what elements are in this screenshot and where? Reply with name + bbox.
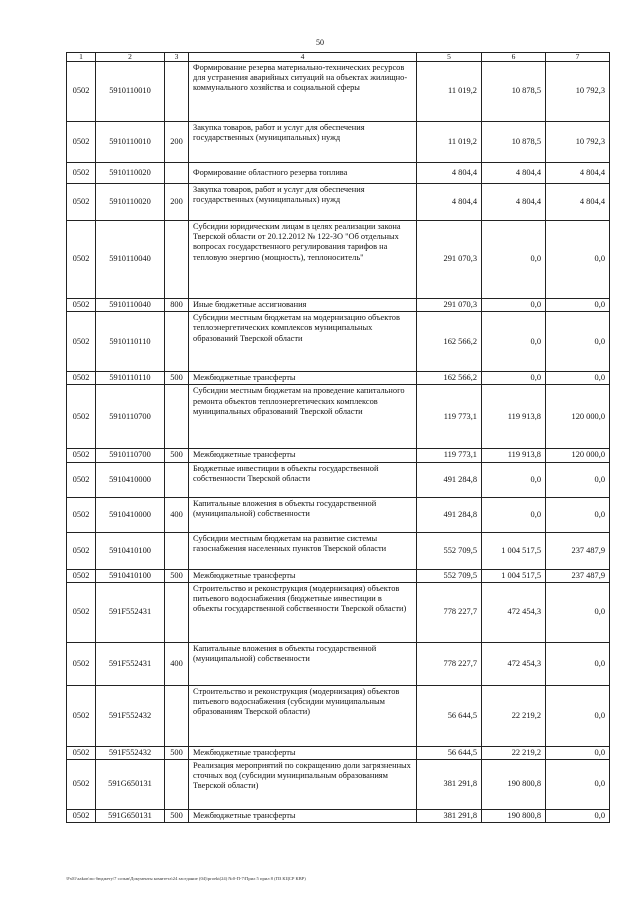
table-row: [67, 299, 610, 312]
target-code: 5910410100: [96, 532, 165, 569]
table-row: [67, 122, 610, 163]
amount-year-3: 0,0: [546, 312, 610, 372]
section-code: 0502: [67, 299, 96, 312]
amount-year-3: 0,0: [546, 746, 610, 759]
amount-year-1: 56 644,5: [417, 685, 482, 746]
amount-year-3: 0,0: [546, 685, 610, 746]
expense-type: 200: [165, 184, 189, 221]
amount-year-3: 0,0: [546, 462, 610, 497]
table-row: [67, 221, 610, 299]
row-name: Субсидии местным бюджетам на модернизацию объектов теплоэнергетических комплексов муниципальных образований Тверской области: [189, 312, 417, 372]
section-code: 0502: [67, 163, 96, 184]
amount-year-1: 552 709,5: [417, 532, 482, 569]
amount-year-1: 119 773,1: [417, 449, 482, 462]
row-name: Формирование резерва материально-технических ресурсов для устранения аварийных ситуаций на объектах жилищно-коммунального хозяйства и социальной сферы: [189, 62, 417, 122]
section-code: 0502: [67, 582, 96, 642]
amount-year-3: 4 804,4: [546, 184, 610, 221]
section-code: 0502: [67, 532, 96, 569]
section-code: 0502: [67, 372, 96, 385]
expense-type: [165, 462, 189, 497]
amount-year-2: 0,0: [482, 221, 546, 299]
file-path-footer: \Fs01\zakon\по бюджету\7 созыв\Документы комитета\24 заседание (04)\proekt(24) №0-П-7\Прил 5 прил 8 (ПЗ КЦСР КВР): [66, 876, 306, 881]
target-code: 5910110700: [96, 385, 165, 449]
table-row: [67, 497, 610, 532]
target-code: 5910110110: [96, 372, 165, 385]
amount-year-2: 1 004 517,5: [482, 569, 546, 582]
amount-year-1: 162 566,2: [417, 312, 482, 372]
target-code: 591F552431: [96, 642, 165, 685]
section-code: 0502: [67, 497, 96, 532]
expense-type: 800: [165, 299, 189, 312]
amount-year-3: 0,0: [546, 760, 610, 810]
amount-year-2: 0,0: [482, 462, 546, 497]
budget-table: [66, 52, 610, 823]
amount-year-2: 4 804,4: [482, 163, 546, 184]
amount-year-3: 237 487,9: [546, 532, 610, 569]
amount-year-2: 0,0: [482, 299, 546, 312]
table-row: [67, 582, 610, 642]
table-row: [67, 685, 610, 746]
amount-year-3: 4 804,4: [546, 163, 610, 184]
expense-type: 500: [165, 372, 189, 385]
row-name: Капитальные вложения в объекты государственной (муниципальной) собственности: [189, 497, 417, 532]
target-code: 5910410100: [96, 569, 165, 582]
table-row: [67, 569, 610, 582]
target-code: 5910110040: [96, 299, 165, 312]
section-code: 0502: [67, 685, 96, 746]
amount-year-1: 4 804,4: [417, 163, 482, 184]
expense-type: 400: [165, 497, 189, 532]
column-header: 3: [165, 53, 189, 62]
amount-year-1: 552 709,5: [417, 569, 482, 582]
target-code: 5910110020: [96, 184, 165, 221]
amount-year-2: 22 219,2: [482, 685, 546, 746]
row-name: Формирование областного резерва топлива: [189, 163, 417, 184]
expense-type: [165, 582, 189, 642]
section-code: 0502: [67, 746, 96, 759]
amount-year-2: 0,0: [482, 497, 546, 532]
target-code: 5910110700: [96, 449, 165, 462]
amount-year-1: 11 019,2: [417, 122, 482, 163]
target-code: 5910110020: [96, 163, 165, 184]
section-code: 0502: [67, 569, 96, 582]
amount-year-2: 472 454,3: [482, 582, 546, 642]
table-row: [67, 462, 610, 497]
expense-type: [165, 532, 189, 569]
amount-year-3: 0,0: [546, 497, 610, 532]
amount-year-1: 778 227,7: [417, 642, 482, 685]
section-code: 0502: [67, 449, 96, 462]
expense-type: 400: [165, 642, 189, 685]
amount-year-2: 10 878,5: [482, 122, 546, 163]
amount-year-1: 778 227,7: [417, 582, 482, 642]
page-number: 50: [316, 38, 324, 47]
amount-year-2: 190 800,8: [482, 810, 546, 823]
amount-year-1: 4 804,4: [417, 184, 482, 221]
column-header: 4: [189, 53, 417, 62]
expense-type: [165, 312, 189, 372]
column-header: 5: [417, 53, 482, 62]
row-name: Строительство и реконструкция (модернизация) объектов питьевого водоснабжения (субсидии муниципальным образованиям Тверской области): [189, 685, 417, 746]
amount-year-2: 10 878,5: [482, 62, 546, 122]
column-header: 1: [67, 53, 96, 62]
amount-year-1: 119 773,1: [417, 385, 482, 449]
table-row: [67, 62, 610, 122]
table-row: [67, 184, 610, 221]
table-row: [67, 532, 610, 569]
amount-year-2: 22 219,2: [482, 746, 546, 759]
expense-type: 500: [165, 569, 189, 582]
target-code: 591G650131: [96, 760, 165, 810]
section-code: 0502: [67, 385, 96, 449]
amount-year-3: 10 792,3: [546, 62, 610, 122]
target-code: 591F552431: [96, 582, 165, 642]
amount-year-2: 472 454,3: [482, 642, 546, 685]
amount-year-2: 0,0: [482, 312, 546, 372]
section-code: 0502: [67, 810, 96, 823]
section-code: 0502: [67, 184, 96, 221]
target-code: 591F552432: [96, 685, 165, 746]
row-name: Субсидии юридическим лицам в целях реализации закона Тверской области от 20.12.2012 № 122-ЗО "Об отдельных вопросах государственного регулирования тарифов на тепловую энергию (мощность), теплоноситель": [189, 221, 417, 299]
expense-type: 500: [165, 810, 189, 823]
row-name: Реализация мероприятий по сокращению доли загрязненных сточных вод (субсидии муниципальным образованиям Тверской области): [189, 760, 417, 810]
amount-year-3: 120 000,0: [546, 385, 610, 449]
expense-type: 500: [165, 449, 189, 462]
table-row: [67, 163, 610, 184]
amount-year-1: 491 284,8: [417, 497, 482, 532]
amount-year-1: 381 291,8: [417, 760, 482, 810]
table-row: [67, 642, 610, 685]
row-name: Межбюджетные трансферты: [189, 372, 417, 385]
section-code: 0502: [67, 462, 96, 497]
amount-year-3: 0,0: [546, 221, 610, 299]
amount-year-1: 491 284,8: [417, 462, 482, 497]
amount-year-1: 381 291,8: [417, 810, 482, 823]
table-body: [67, 62, 610, 823]
row-name: Закупка товаров, работ и услуг для обеспечения государственных (муниципальных) нужд: [189, 184, 417, 221]
row-name: Закупка товаров, работ и услуг для обеспечения государственных (муниципальных) нужд: [189, 122, 417, 163]
amount-year-1: 162 566,2: [417, 372, 482, 385]
section-code: 0502: [67, 122, 96, 163]
amount-year-2: 4 804,4: [482, 184, 546, 221]
amount-year-3: 120 000,0: [546, 449, 610, 462]
amount-year-1: 11 019,2: [417, 62, 482, 122]
target-code: 5910410000: [96, 462, 165, 497]
amount-year-3: 0,0: [546, 642, 610, 685]
amount-year-2: 1 004 517,5: [482, 532, 546, 569]
row-name: Строительство и реконструкция (модернизация) объектов питьевого водоснабжения (бюджетные инвестиции в объекты государственной собственности Тверской области): [189, 582, 417, 642]
header-row: [67, 53, 610, 62]
section-code: 0502: [67, 642, 96, 685]
table-row: [67, 372, 610, 385]
table-row: [67, 810, 610, 823]
row-name: Субсидии местным бюджетам на развитие системы газоснабжения населенных пунктов Тверской области: [189, 532, 417, 569]
amount-year-3: 10 792,3: [546, 122, 610, 163]
expense-type: 500: [165, 746, 189, 759]
target-code: 5910110110: [96, 312, 165, 372]
target-code: 591F552432: [96, 746, 165, 759]
section-code: 0502: [67, 221, 96, 299]
amount-year-3: 0,0: [546, 299, 610, 312]
amount-year-3: 0,0: [546, 810, 610, 823]
amount-year-3: 0,0: [546, 372, 610, 385]
expense-type: [165, 163, 189, 184]
row-name: Межбюджетные трансферты: [189, 569, 417, 582]
row-name: Межбюджетные трансферты: [189, 449, 417, 462]
row-name: Межбюджетные трансферты: [189, 746, 417, 759]
column-header: 7: [546, 53, 610, 62]
amount-year-2: 119 913,8: [482, 385, 546, 449]
table-row: [67, 449, 610, 462]
section-code: 0502: [67, 62, 96, 122]
target-code: 5910410000: [96, 497, 165, 532]
target-code: 5910110010: [96, 122, 165, 163]
column-header: 6: [482, 53, 546, 62]
table-row: [67, 312, 610, 372]
row-name: Субсидии местным бюджетам на проведение капитального ремонта объектов теплоэнергетических комплексов муниципальных образований Тверской области: [189, 385, 417, 449]
target-code: 5910110010: [96, 62, 165, 122]
expense-type: 200: [165, 122, 189, 163]
amount-year-2: 119 913,8: [482, 449, 546, 462]
amount-year-1: 291 070,3: [417, 221, 482, 299]
expense-type: [165, 385, 189, 449]
amount-year-1: 291 070,3: [417, 299, 482, 312]
amount-year-2: 190 800,8: [482, 760, 546, 810]
table-row: [67, 385, 610, 449]
expense-type: [165, 685, 189, 746]
row-name: Межбюджетные трансферты: [189, 810, 417, 823]
amount-year-2: 0,0: [482, 372, 546, 385]
target-code: 5910110040: [96, 221, 165, 299]
table-row: [67, 746, 610, 759]
expense-type: [165, 62, 189, 122]
row-name: Иные бюджетные ассигнования: [189, 299, 417, 312]
amount-year-1: 56 644,5: [417, 746, 482, 759]
section-code: 0502: [67, 312, 96, 372]
target-code: 591G650131: [96, 810, 165, 823]
amount-year-3: 0,0: [546, 582, 610, 642]
amount-year-3: 237 487,9: [546, 569, 610, 582]
section-code: 0502: [67, 760, 96, 810]
expense-type: [165, 221, 189, 299]
row-name: Капитальные вложения в объекты государственной (муниципальной) собственности: [189, 642, 417, 685]
row-name: Бюджетные инвестиции в объекты государственной собственности Тверской области: [189, 462, 417, 497]
expense-type: [165, 760, 189, 810]
table-row: [67, 760, 610, 810]
column-header: 2: [96, 53, 165, 62]
